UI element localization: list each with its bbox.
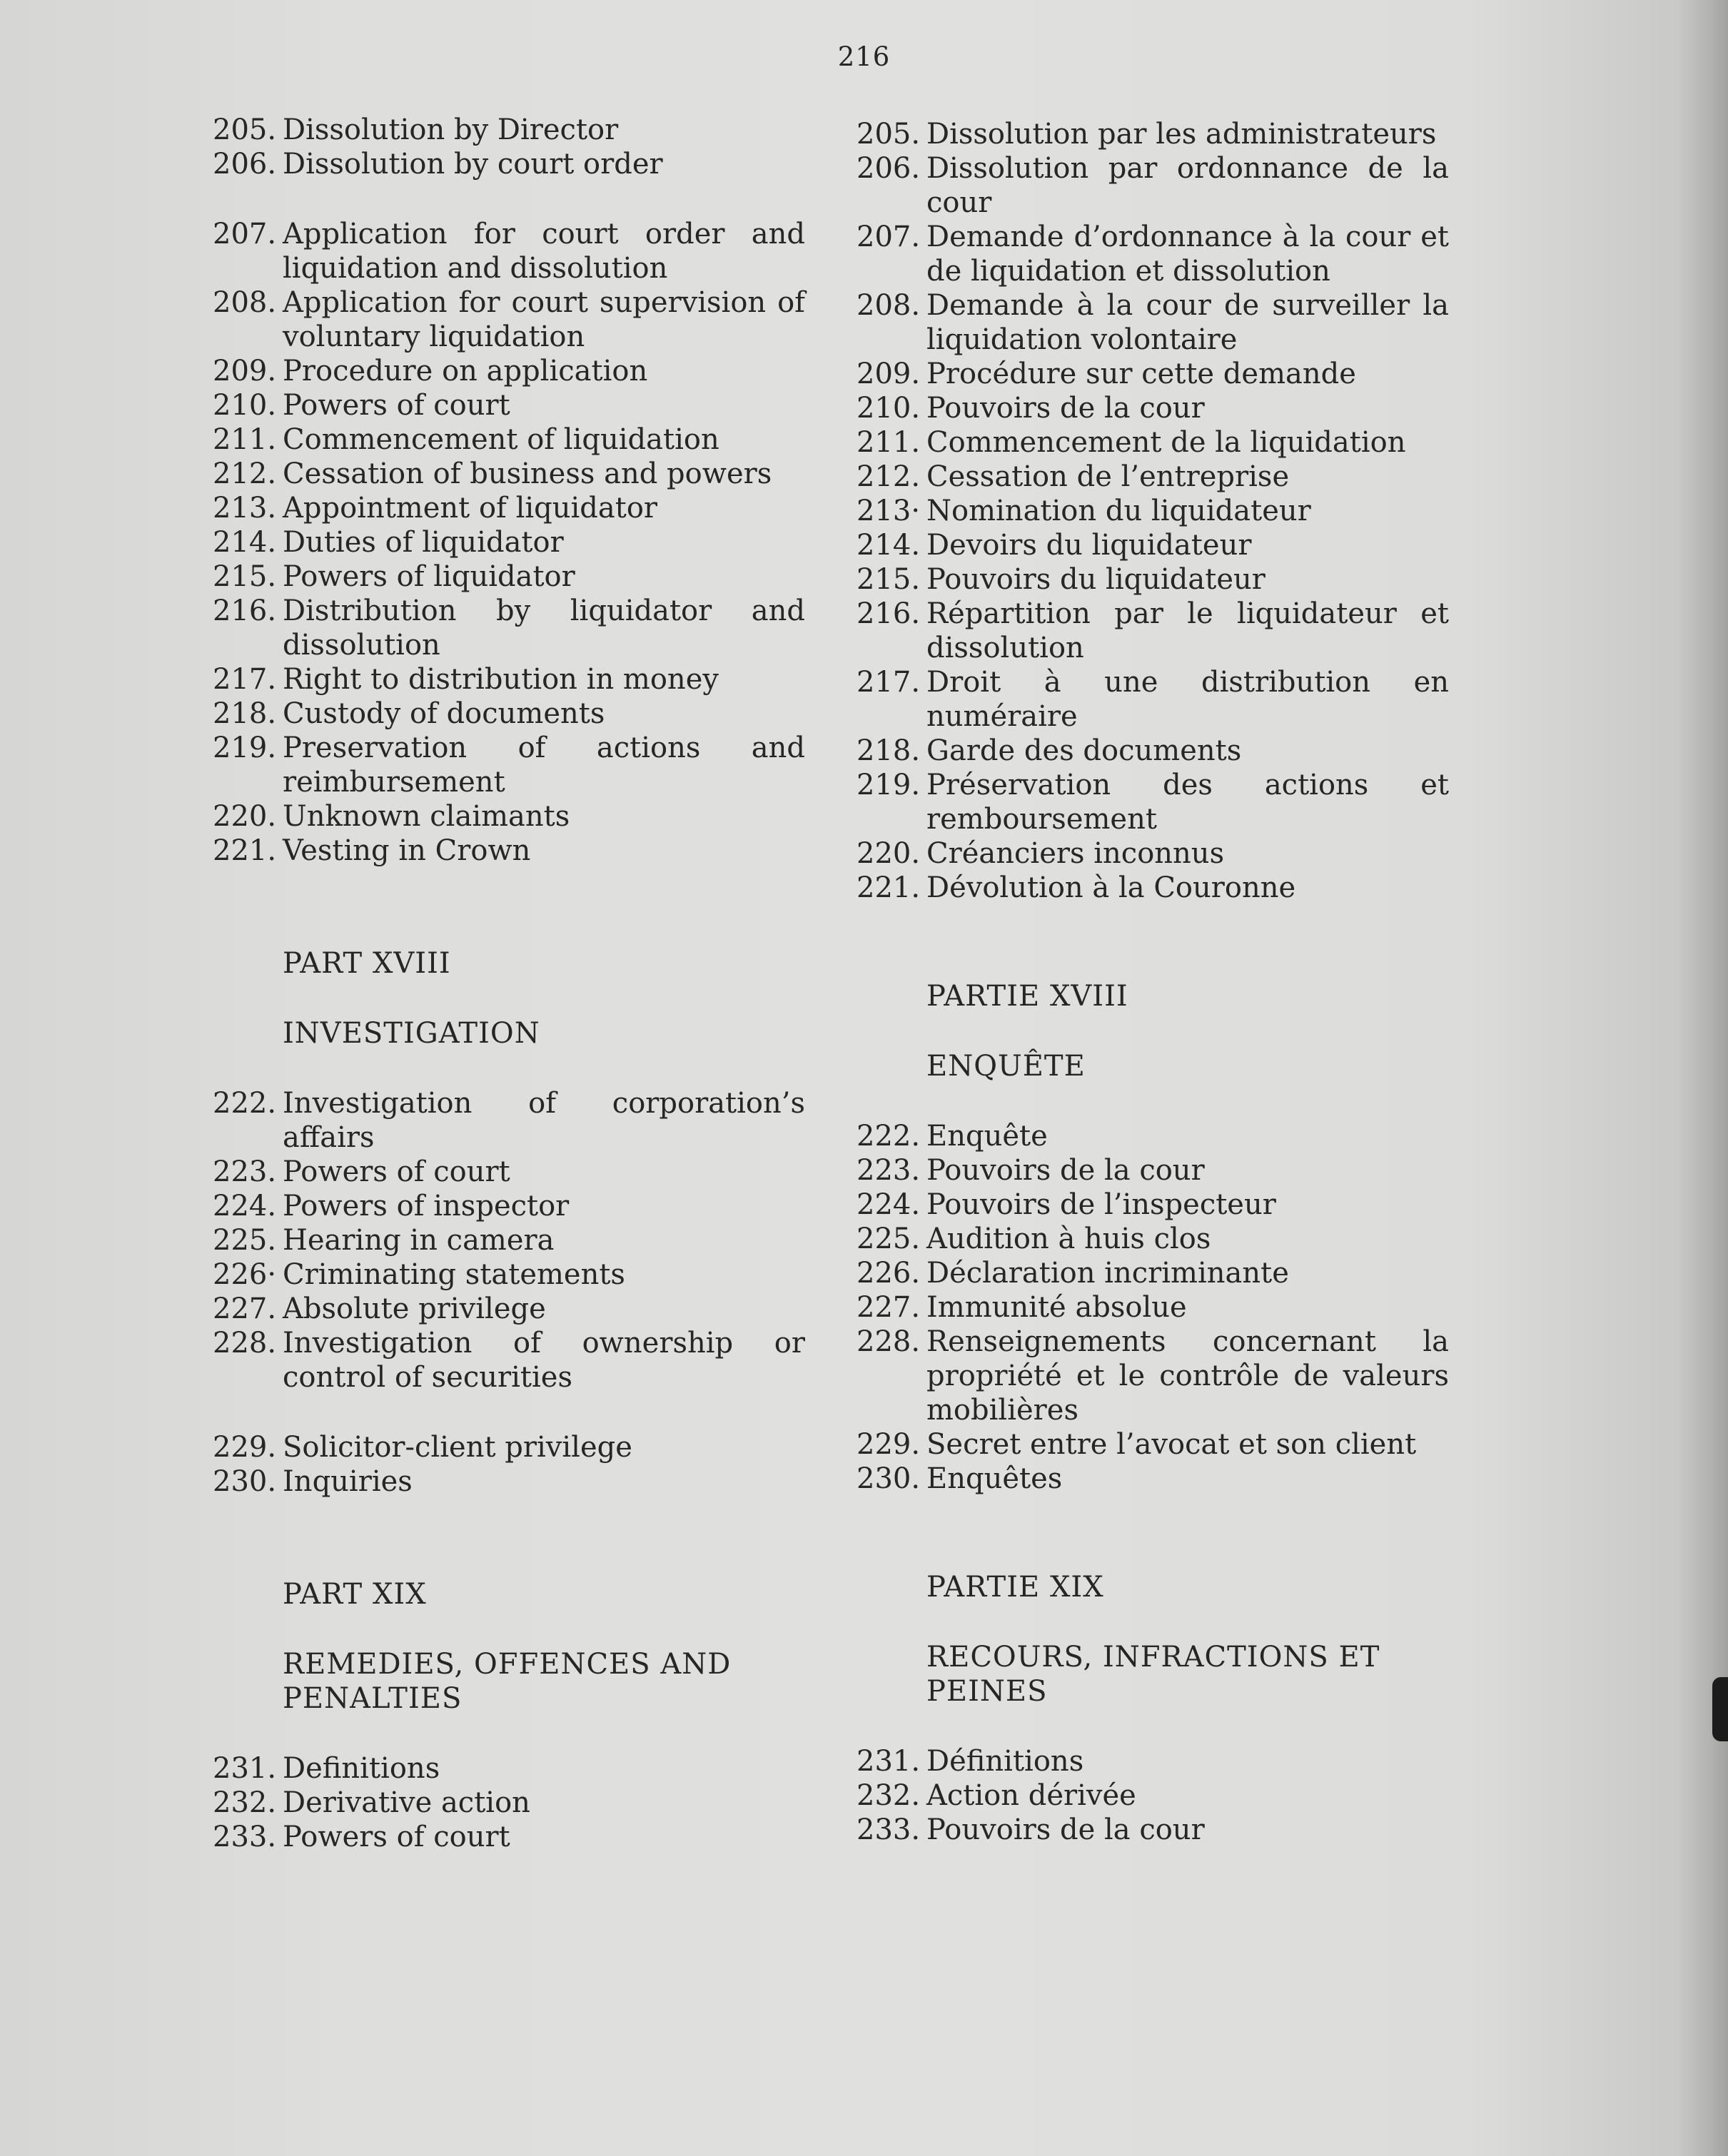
toc-entry bbox=[857, 597, 1449, 665]
section-title: Dissolution par ordonnance de la cour bbox=[926, 152, 1449, 219]
toc-entry bbox=[857, 871, 1449, 905]
toc-entry bbox=[857, 734, 1449, 768]
toc-entry bbox=[857, 460, 1449, 494]
section-number: 207. bbox=[857, 221, 921, 253]
section-number: 231. bbox=[213, 1752, 277, 1785]
toc-entry bbox=[857, 836, 1449, 871]
toc-entry bbox=[213, 1820, 805, 1854]
toc-entry bbox=[213, 388, 805, 422]
part-heading: RECOURS, INFRACTIONS ET PEINES bbox=[926, 1641, 1380, 1708]
part-title: PARTIE XVIII bbox=[926, 980, 1128, 1013]
section-title: Application for court order and liquidation and dissolution bbox=[283, 218, 805, 285]
section-title: Inquiries bbox=[283, 1465, 413, 1498]
section-number: 212. bbox=[213, 457, 277, 490]
toc-entry bbox=[213, 697, 805, 731]
section-number: 228. bbox=[213, 1327, 277, 1360]
section-title: Dissolution by court order bbox=[283, 148, 663, 181]
section-number: 229. bbox=[857, 1428, 921, 1461]
toc-entry bbox=[213, 1155, 805, 1189]
section-number: 226· bbox=[213, 1258, 277, 1291]
part-heading: REMEDIES, OFFENCES AND PENALTIES bbox=[283, 1648, 732, 1715]
section-number: 220. bbox=[857, 837, 921, 870]
section-title: Pouvoirs de la cour bbox=[926, 1813, 1205, 1846]
french-column bbox=[857, 117, 1449, 1847]
section-number: 233. bbox=[213, 1821, 277, 1853]
toc-entry bbox=[213, 662, 805, 697]
section-title: Enquête bbox=[926, 1120, 1048, 1153]
spacer bbox=[213, 1395, 805, 1430]
part-title: PARTIE XIX bbox=[926, 1571, 1104, 1604]
toc-entry bbox=[213, 217, 805, 285]
section-number: 219. bbox=[857, 769, 921, 801]
toc-entry bbox=[857, 528, 1449, 562]
section-number: 216. bbox=[213, 594, 277, 627]
section-title: Audition à huis clos bbox=[926, 1223, 1211, 1255]
section-number: 218. bbox=[213, 697, 277, 730]
section-title: Garde des documents bbox=[926, 734, 1242, 767]
toc-entry bbox=[857, 1222, 1449, 1256]
toc-entry bbox=[213, 525, 805, 560]
section-title: Répartition par le liquidateur et dissolution bbox=[926, 597, 1449, 664]
spacer bbox=[213, 181, 805, 217]
entry-list-fr-2 bbox=[857, 1119, 1449, 1496]
section-title: Définitions bbox=[926, 1745, 1084, 1778]
section-number: 232. bbox=[857, 1779, 921, 1812]
section-title: Criminating statements bbox=[283, 1258, 625, 1291]
section-title: Devoirs du liquidateur bbox=[926, 529, 1252, 562]
section-title: Demande d’ordonnance à la cour et de liquidation et dissolution bbox=[926, 221, 1449, 288]
section-number: 205. bbox=[213, 113, 277, 146]
section-title: Créanciers inconnus bbox=[926, 837, 1225, 870]
section-number: 211. bbox=[857, 426, 921, 459]
section-number: 223. bbox=[857, 1154, 921, 1187]
toc-entry bbox=[213, 834, 805, 868]
section-number: 230. bbox=[857, 1462, 921, 1495]
section-title: Powers of court bbox=[283, 1155, 510, 1188]
binder-hole bbox=[1712, 1677, 1728, 1741]
section-title: Droit à une distribution en numéraire bbox=[926, 666, 1449, 733]
toc-entry bbox=[213, 560, 805, 594]
toc-entry bbox=[213, 1223, 805, 1257]
toc-entry bbox=[213, 457, 805, 491]
part-title: PART XVIII bbox=[283, 947, 451, 980]
section-number: 226. bbox=[857, 1257, 921, 1290]
toc-entry bbox=[213, 285, 805, 354]
section-title: Absolute privilege bbox=[283, 1292, 546, 1325]
section-number: 222. bbox=[857, 1120, 921, 1153]
section-title: Pouvoirs de la cour bbox=[926, 392, 1205, 425]
section-title: Procedure on application bbox=[283, 355, 648, 388]
section-number: 205. bbox=[857, 118, 921, 151]
toc-entry bbox=[857, 117, 1449, 151]
section-title: Immunité absolue bbox=[926, 1291, 1187, 1324]
toc-entry bbox=[213, 113, 805, 147]
section-title: Action dérivée bbox=[926, 1779, 1136, 1812]
section-number: 215. bbox=[857, 563, 921, 596]
toc-entry bbox=[857, 562, 1449, 597]
section-title: Derivative action bbox=[283, 1786, 530, 1819]
section-title: Appointment of liquidator bbox=[283, 492, 658, 525]
toc-entry bbox=[857, 391, 1449, 425]
toc-entry bbox=[213, 354, 805, 388]
section-number: 206. bbox=[213, 148, 277, 181]
section-title: Dissolution par les administrateurs bbox=[926, 118, 1437, 151]
section-title: Hearing in camera bbox=[283, 1224, 555, 1257]
section-number: 214. bbox=[213, 526, 277, 559]
section-number: 224. bbox=[857, 1188, 921, 1221]
section-title: Powers of court bbox=[283, 1821, 510, 1853]
section-title: Right to distribution in money bbox=[283, 663, 719, 696]
section-title: Nomination du liquidateur bbox=[926, 495, 1311, 527]
section-number: 218. bbox=[857, 734, 921, 767]
section-number: 231. bbox=[857, 1745, 921, 1778]
section-number: 225. bbox=[857, 1223, 921, 1255]
page-edge-shadow bbox=[1678, 0, 1728, 2156]
section-title: Distribution by liquidator and dissolution bbox=[283, 594, 805, 662]
section-number: 229. bbox=[213, 1431, 277, 1464]
section-title: Commencement of liquidation bbox=[283, 423, 719, 456]
section-number: 230. bbox=[213, 1465, 277, 1498]
toc-entry bbox=[213, 1257, 805, 1292]
section-title: Préservation des actions et remboursement bbox=[926, 769, 1449, 836]
section-title: Investigation of corporation’s affairs bbox=[283, 1087, 805, 1154]
toc-entry bbox=[213, 1751, 805, 1786]
toc-entry bbox=[213, 1430, 805, 1464]
toc-entry bbox=[213, 731, 805, 799]
section-number: 222. bbox=[213, 1087, 277, 1120]
toc-entry bbox=[857, 1325, 1449, 1427]
section-title: Procédure sur cette demande bbox=[926, 358, 1356, 390]
section-title: Powers of court bbox=[283, 389, 510, 422]
toc-entry bbox=[857, 151, 1449, 220]
section-number: 227. bbox=[213, 1292, 277, 1325]
section-number: 232. bbox=[213, 1786, 277, 1819]
toc-entry bbox=[857, 220, 1449, 288]
toc-entry bbox=[213, 491, 805, 525]
section-number: 206. bbox=[857, 152, 921, 185]
section-number: 217. bbox=[213, 663, 277, 696]
section-title: Powers of inspector bbox=[283, 1190, 570, 1223]
section-number: 213· bbox=[857, 495, 921, 527]
toc-entry bbox=[213, 1464, 805, 1499]
section-title: Déclaration incriminante bbox=[926, 1257, 1289, 1290]
toc-entry bbox=[857, 1778, 1449, 1813]
english-column bbox=[213, 113, 805, 1854]
toc-entry bbox=[213, 594, 805, 662]
section-number: 221. bbox=[213, 834, 277, 867]
toc-entry bbox=[857, 1188, 1449, 1222]
section-title: Solicitor-client privilege bbox=[283, 1431, 632, 1464]
section-number: 228. bbox=[857, 1325, 921, 1358]
section-number: 212. bbox=[857, 460, 921, 493]
section-number: 210. bbox=[213, 389, 277, 422]
section-title: Commencement de la liquidation bbox=[926, 426, 1406, 459]
section-title: Pouvoirs de la cour bbox=[926, 1154, 1205, 1187]
section-title: Dévolution à la Couronne bbox=[926, 871, 1296, 904]
toc-entry bbox=[857, 357, 1449, 391]
section-number: 216. bbox=[857, 597, 921, 630]
part-heading: INVESTIGATION bbox=[283, 1017, 540, 1050]
entry-list-fr-1 bbox=[857, 117, 1449, 905]
section-title: Duties of liquidator bbox=[283, 526, 564, 559]
toc-entry bbox=[857, 1290, 1449, 1325]
section-title: Demande à la cour de surveiller la liquidation volontaire bbox=[926, 289, 1449, 356]
page-number: 216 bbox=[837, 41, 891, 72]
toc-entry bbox=[857, 494, 1449, 528]
entry-list-en-2 bbox=[213, 1086, 805, 1499]
section-title: Definitions bbox=[283, 1752, 440, 1785]
section-number: 210. bbox=[857, 392, 921, 425]
section-number: 214. bbox=[857, 529, 921, 562]
section-number: 213. bbox=[213, 492, 277, 525]
section-title: Investigation of ownership or control of securities bbox=[283, 1327, 805, 1394]
toc-entry bbox=[857, 1153, 1449, 1188]
part-heading: ENQUÊTE bbox=[926, 1050, 1086, 1083]
part-title: PART XIX bbox=[283, 1578, 427, 1611]
toc-entry bbox=[857, 1744, 1449, 1778]
toc-entry bbox=[213, 422, 805, 457]
section-title: Enquêtes bbox=[926, 1462, 1063, 1495]
toc-entry bbox=[857, 768, 1449, 836]
toc-entry bbox=[857, 425, 1449, 460]
toc-entry bbox=[213, 1086, 805, 1155]
section-title: Renseignements concernant la propriété et le contrôle de valeurs mobilières bbox=[926, 1325, 1449, 1427]
section-number: 219. bbox=[213, 732, 277, 764]
section-title: Cessation of business and powers bbox=[283, 457, 772, 490]
section-number: 209. bbox=[213, 355, 277, 388]
section-number: 211. bbox=[213, 423, 277, 456]
section-number: 217. bbox=[857, 666, 921, 699]
toc-entry bbox=[213, 1292, 805, 1326]
section-number: 223. bbox=[213, 1155, 277, 1188]
section-title: Dissolution by Director bbox=[283, 113, 619, 146]
section-title: Cessation de l’entreprise bbox=[926, 460, 1290, 493]
toc-entry bbox=[213, 1786, 805, 1820]
section-number: 233. bbox=[857, 1813, 921, 1846]
section-title: Vesting in Crown bbox=[283, 834, 531, 867]
toc-entry bbox=[857, 1256, 1449, 1290]
section-title: Pouvoirs du liquidateur bbox=[926, 563, 1265, 596]
entry-list-en-3 bbox=[213, 1751, 805, 1854]
section-title: Powers of liquidator bbox=[283, 560, 575, 593]
entry-list-fr-3 bbox=[857, 1744, 1449, 1847]
section-title: Preservation of actions and reimbursement bbox=[283, 732, 805, 799]
section-number: 208. bbox=[213, 286, 277, 319]
toc-entry bbox=[857, 1462, 1449, 1496]
section-title: Custody of documents bbox=[283, 697, 605, 730]
section-title: Pouvoirs de l’inspecteur bbox=[926, 1188, 1276, 1221]
toc-entry bbox=[857, 1427, 1449, 1462]
section-number: 227. bbox=[857, 1291, 921, 1324]
section-number: 207. bbox=[213, 218, 277, 250]
section-number: 220. bbox=[213, 800, 277, 833]
toc-entry bbox=[857, 288, 1449, 357]
toc-entry bbox=[213, 799, 805, 834]
toc-entry bbox=[857, 1813, 1449, 1847]
entry-list-en-1 bbox=[213, 113, 805, 868]
section-number: 208. bbox=[857, 289, 921, 322]
section-number: 215. bbox=[213, 560, 277, 593]
section-title: Application for court supervision of voluntary liquidation bbox=[283, 286, 805, 353]
toc-entry bbox=[857, 1119, 1449, 1153]
toc-entry bbox=[213, 147, 805, 181]
toc-entry bbox=[213, 1326, 805, 1395]
section-number: 224. bbox=[213, 1190, 277, 1223]
section-number: 225. bbox=[213, 1224, 277, 1257]
section-number: 209. bbox=[857, 358, 921, 390]
section-title: Unknown claimants bbox=[283, 800, 570, 833]
section-title: Secret entre l’avocat et son client bbox=[926, 1428, 1417, 1461]
toc-entry bbox=[857, 665, 1449, 734]
section-number: 221. bbox=[857, 871, 921, 904]
toc-entry bbox=[213, 1189, 805, 1223]
